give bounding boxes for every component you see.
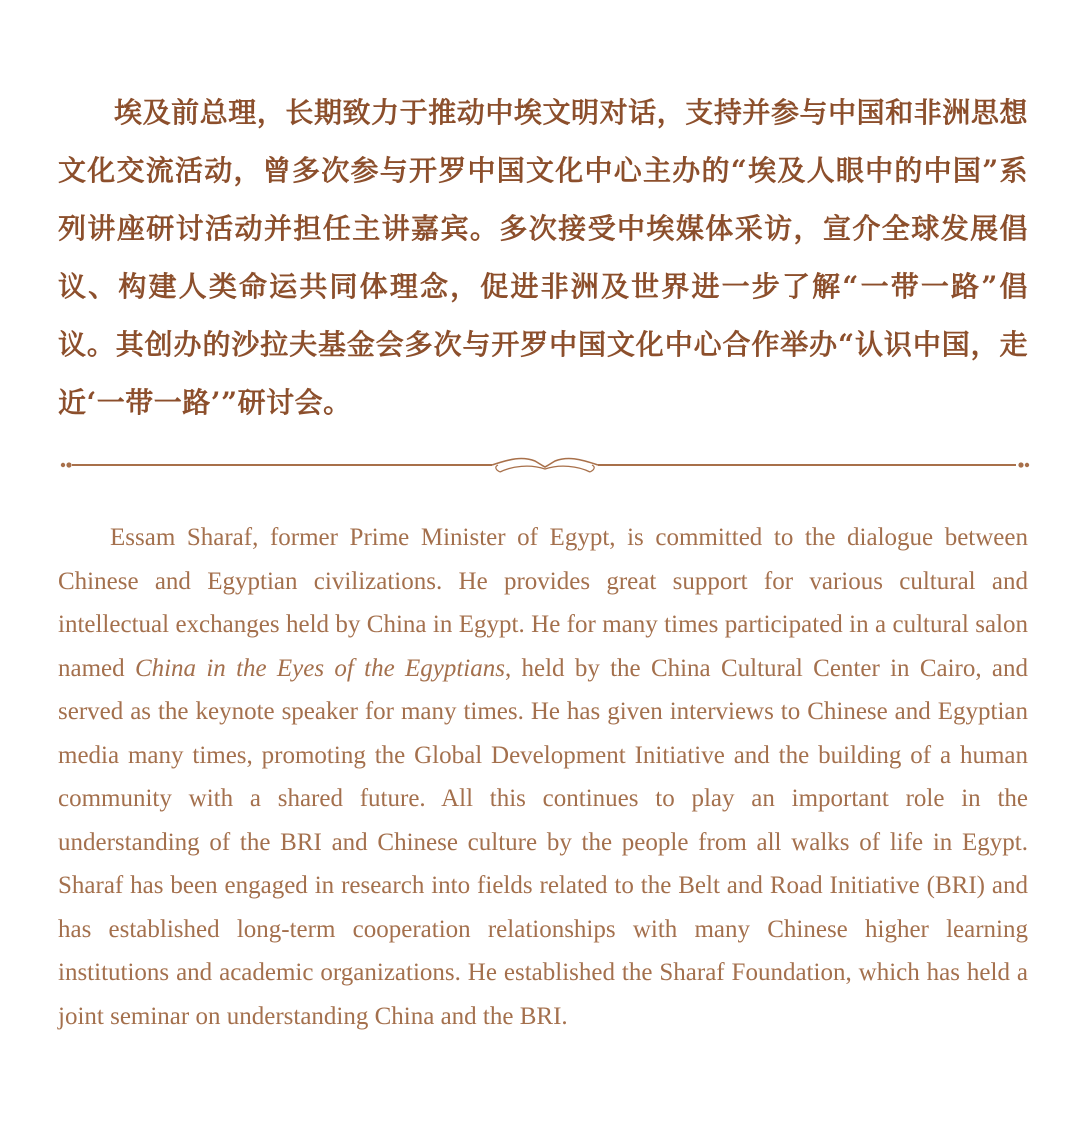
salon-title: China in the Eyes of the Egyptians — [134, 654, 505, 682]
english-paragraph — [58, 516, 1028, 1038]
english-paragraph-part1: Essam Sharaf, former Prime Minister of Egypt, is committed to the dialogue between Chinese and Egyptian civilizations. He provides great support for various cultural and intellectual exchanges held by China in Egypt. He for many times participated in a cultural salon named — [58, 524, 1028, 682]
english-paragraph-part2: , held by the China Cultural Center in Cairo, and served as the keynote speaker for many times. He has given interviews to Chinese and Egyptian media many times, promoting the Global Development Initiative and the building of a human community with a shared future. All this continues to play an important role in the understanding of the BRI and Chinese culture by the people from all walks of life in Egypt. Sharaf has been engaged in research into fields related to the Belt and Road Initiative (BRI) and has established long-term cooperation relationships with many Chinese higher learning institutions and academic organizations. He established the Sharaf Foundation, which has held a joint seminar on understanding China and the BRI. — [58, 654, 1029, 1030]
chinese-paragraph: 埃及前总理，长期致力于推动中埃文明对话，支持并参与中国和非洲思想文化交流活动，曾多次参与开罗中国文化中心主办的“埃及人眼中的中国”系列讲座研讨活动并担任主讲嘉宾。多次接受中埃媒体采访，宣介全球发展倡议、构建人类命运共同体理念，促进非洲及世界进一步了解“一带一路”倡议。其创办的沙拉夫基金会多次与开罗中国文化中心合作举办“认识中国，走近‘一带一路’”研讨会。 — [58, 96, 1028, 419]
ornamental-divider-icon — [60, 452, 1030, 478]
